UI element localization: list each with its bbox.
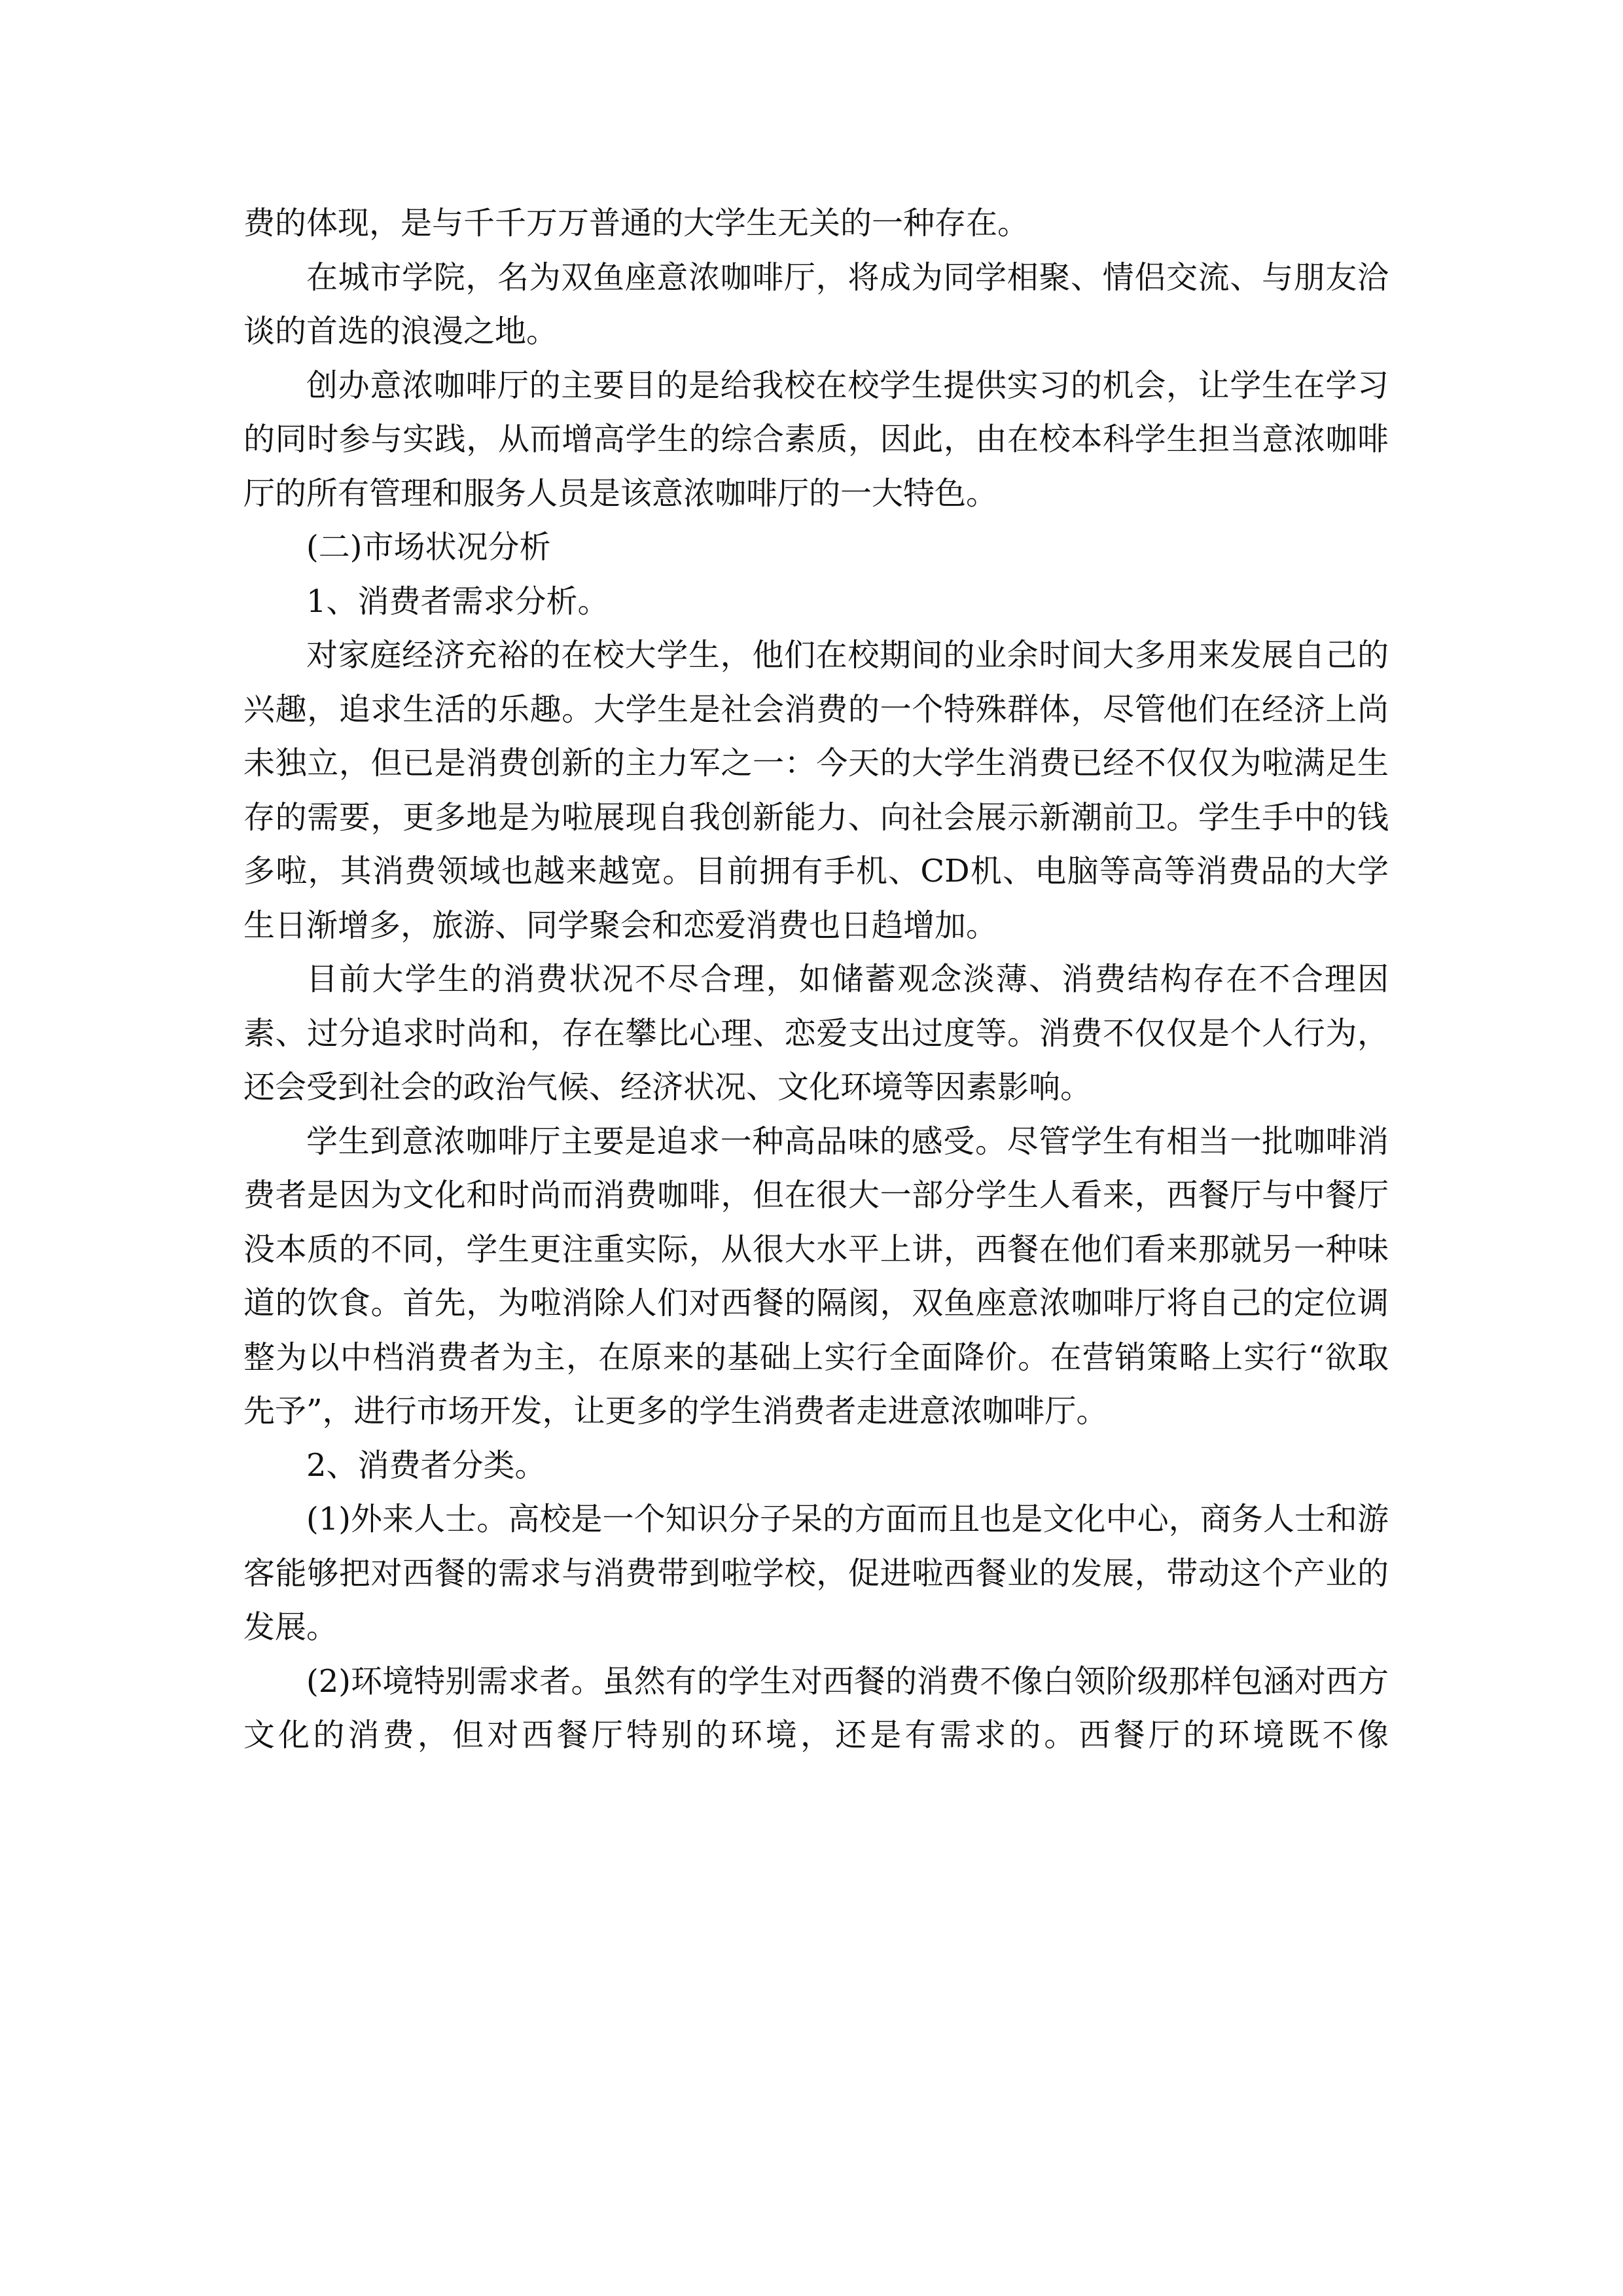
paragraph-purpose: 创办意浓咖啡厅的主要目的是给我校在校学生提供实习的机会，让学生在学习的同时参与实践，从而增高学生的综合素质，因此，由在校本科学生担当意浓咖啡厅的所有管理和服务人员是该意浓咖啡厅的一大特色。: [243, 367, 1389, 512]
paragraph-consumer-demand: 对家庭经济充裕的在校大学生，他们在校期间的业余时间大多用来发展自己的兴趣，追求生活的乐趣。大学生是社会消费的一个特殊群体，尽管他们在经济上尚未独立，但已是消费创新的主力军之一：今天的大学生消费已经不仅仅为啦满足生存的需要，更多地是为啦展现自我创新能力、向社会展示新潮前卫。学生手中的钱多啦，其消费领域也越来越宽。目前拥有手机、CD机、电脑等高等消费品的大学生日渐增多，旅游、同学聚会和恋爱消费也日趋增加。: [243, 637, 1389, 944]
paragraph-continuation: 费的体现，是与千千万万普通的大学生无关的一种存在。: [243, 205, 1029, 242]
subheading-consumer-demand: 1、消费者需求分析。: [306, 583, 609, 620]
paragraph-consumption-status: 目前大学生的消费状况不尽合理，如储蓄观念淡薄、消费结构存在不合理因素、过分追求时尚和，存在攀比心理、恋爱支出过度等。消费不仅仅是个人行为，还会受到社会的政治气候、经济状况、文化环境等因素影响。: [243, 961, 1389, 1105]
section-heading-market-analysis: (二)市场状况分析: [306, 529, 551, 565]
subheading-consumer-types: 2、消费者分类。: [306, 1446, 546, 1484]
document-body: [243, 196, 1389, 1763]
paragraph-coffee-experience: 学生到意浓咖啡厅主要是追求一种高品味的感受。尽管学生有相当一批咖啡消费者是因为文化和时尚而消费咖啡，但在很大一部分学生人看来，西餐厅与中餐厅没本质的不同，学生更注重实际，从很大水平上讲，西餐在他们看来那就另一种味道的饮食。首先，为啦消除人们对西餐的隔阂，双鱼座意浓咖啡厅将自己的定位调整为以中档消费者为主，在原来的基础上实行全面降价。在营销策略上实行“欲取先予”，进行市场开发，让更多的学生消费者走进意浓咖啡厅。: [243, 1122, 1389, 1429]
paragraph-city-college: 在城市学院，名为双鱼座意浓咖啡厅，将成为同学相聚、情侣交流、与朋友洽谈的首选的浪漫之地。: [243, 259, 1389, 350]
paragraph-outside-visitors: (1)外来人士。高校是一个知识分子呆的方面而且也是文化中心，商务人士和游客能够把对西餐的需求与消费带到啦学校，促进啦西餐业的发展，带动这个产业的发展。: [243, 1501, 1389, 1645]
paragraph-environment-seekers: (2)环境特别需求者。虽然有的学生对西餐的消费不像白领阶级那样包涵对西方文化的消费，但对西餐厅特别的环境，还是有需求的。西餐厅的环境既不像: [243, 1662, 1389, 1753]
